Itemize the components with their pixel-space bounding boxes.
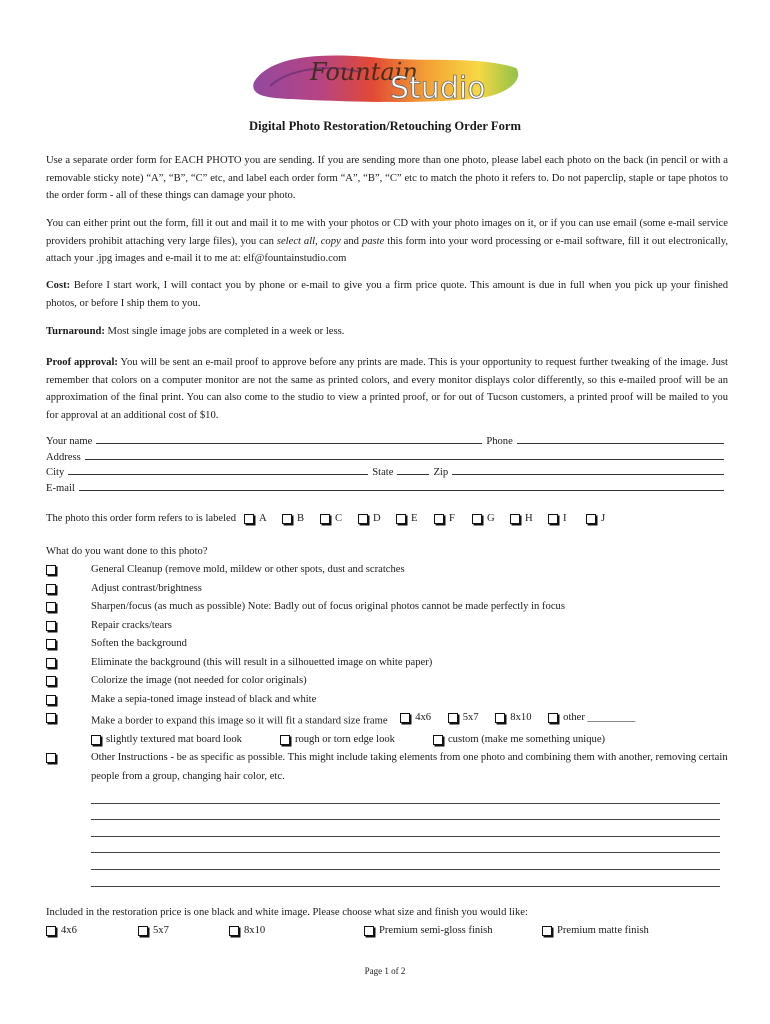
checkbox-icon[interactable] — [433, 735, 443, 745]
checkbox-icon[interactable] — [448, 713, 458, 723]
phone-field[interactable] — [517, 432, 724, 444]
proof-paragraph — [46, 354, 728, 424]
letter-option-f[interactable] — [434, 510, 472, 528]
service-label: General Cleanup (remove mold, mildew or other spots, dust and scratches — [91, 564, 405, 575]
checkbox-icon[interactable] — [542, 926, 552, 936]
letter-label: F — [449, 513, 455, 524]
state-field[interactable] — [397, 463, 429, 475]
checkbox-icon[interactable] — [138, 926, 148, 936]
name-field[interactable] — [96, 432, 482, 444]
checkbox-icon[interactable] — [548, 514, 558, 524]
address-field[interactable] — [85, 448, 724, 460]
name-label: Your name — [46, 436, 93, 447]
checkbox-icon[interactable] — [46, 565, 56, 575]
instruction-line[interactable] — [91, 804, 720, 821]
letter-option-d[interactable] — [358, 510, 396, 528]
instruction-line[interactable] — [91, 853, 720, 870]
service-option[interactable] — [46, 635, 728, 654]
letter-option-i[interactable] — [548, 510, 586, 528]
border-size-5x7[interactable] — [448, 709, 479, 728]
border-size-4x6[interactable] — [400, 709, 431, 728]
copy-text: copy — [320, 235, 341, 247]
cost-paragraph — [46, 277, 728, 312]
border-style-torn[interactable] — [280, 731, 395, 750]
print-text-2: this form into your word processing or e-mail software, fill it out electronically, attach your .jpg images and e-mail it to me at: elf@fountainstudio.com — [46, 235, 729, 265]
size-label: 4x6 — [415, 712, 432, 723]
letter-option-h[interactable] — [510, 510, 548, 528]
checkbox-icon[interactable] — [358, 514, 368, 524]
service-option[interactable] — [46, 598, 728, 617]
other-instructions-option[interactable] — [46, 749, 728, 786]
checkbox-icon[interactable] — [586, 514, 596, 524]
letter-label: B — [297, 513, 305, 524]
proof-text: You will be sent an e-mail proof to approve before any prints are made. This is your opportunity to request further tweaking of the image. Just remember that colors on a computer monitor are not the same as printed colors, and every monitor displays color differently, so this e-mailed proof will be an approximation of the final print. You can also come to the studio to view a printed proof, or for out of Tucson customers, a printed proof will be mailed to you for approval at an additional cost of $10. — [46, 357, 728, 421]
address-label: Address — [46, 451, 81, 463]
border-style-custom[interactable] — [433, 731, 605, 750]
size-label: 5x7 — [462, 712, 479, 723]
service-option[interactable] — [46, 580, 728, 599]
photo-label-row — [46, 510, 728, 528]
letter-label: J — [601, 513, 606, 524]
email-row — [46, 479, 728, 495]
checkbox-icon[interactable] — [510, 514, 520, 524]
letter-option-b[interactable] — [282, 510, 320, 528]
checkbox-icon[interactable] — [46, 753, 56, 763]
print-options-row — [46, 922, 728, 940]
checkbox-icon[interactable] — [396, 514, 406, 524]
checkbox-icon[interactable] — [364, 926, 374, 936]
border-option[interactable] — [46, 709, 728, 749]
other-instructions-lines[interactable] — [91, 787, 720, 887]
letter-label: H — [525, 513, 533, 524]
checkbox-icon[interactable] — [495, 713, 505, 723]
services-list — [46, 561, 728, 786]
city-row — [46, 463, 728, 479]
checkbox-icon[interactable] — [46, 695, 56, 705]
turnaround-text: Most single image jobs are completed in a week or less. — [104, 326, 345, 337]
print-size-5x7[interactable] — [138, 922, 169, 940]
print-size-8x10[interactable] — [229, 922, 265, 940]
zip-field[interactable] — [452, 463, 724, 475]
svg-text:Studio: Studio — [390, 71, 486, 106]
checkbox-icon[interactable] — [244, 514, 254, 524]
letter-option-e[interactable] — [396, 510, 434, 528]
address-row — [46, 448, 728, 464]
checkbox-icon[interactable] — [320, 514, 330, 524]
state-label: State — [372, 467, 394, 479]
checkbox-icon[interactable] — [46, 676, 56, 686]
proof-label: Proof approval: — [46, 357, 118, 368]
checkbox-icon[interactable] — [282, 514, 292, 524]
checkbox-icon[interactable] — [548, 713, 558, 723]
checkbox-icon[interactable] — [46, 639, 56, 649]
city-label: City — [46, 467, 65, 479]
turnaround-label: Turnaround: — [46, 326, 105, 337]
size-label: 8x10 — [244, 925, 266, 936]
select-all-text: select all — [276, 235, 316, 247]
finish-label: Premium matte finish — [557, 925, 649, 936]
name-phone-row — [46, 432, 728, 448]
service-option[interactable] — [46, 672, 728, 691]
cost-label: Cost: — [46, 280, 71, 291]
border-label: Make a border to expand this image so it will fit a standard size frame — [91, 715, 388, 727]
finish-label: Premium semi-gloss finish — [379, 925, 493, 936]
services-question: What do you want done to this photo? — [46, 546, 208, 557]
print-size-4x6[interactable] — [46, 922, 77, 940]
photo-letter-options — [244, 510, 624, 528]
service-label: Eliminate the background (this will result in a silhouetted image on white paper) — [91, 656, 433, 668]
photo-label-text: The photo this order form refers to is labeled — [46, 513, 237, 524]
border-style-mat[interactable] — [91, 731, 242, 750]
style-label: slightly textured mat board look — [106, 733, 242, 745]
letter-label: C — [335, 513, 343, 524]
zip-label: Zip — [433, 467, 449, 479]
phone-label: Phone — [486, 436, 513, 447]
letter-option-a[interactable] — [244, 510, 282, 528]
checkbox-icon[interactable] — [91, 735, 101, 745]
border-size-other[interactable] — [548, 709, 635, 728]
instruction-line[interactable] — [91, 870, 720, 887]
finish-matte[interactable] — [542, 922, 649, 940]
sep-2: and — [340, 235, 362, 247]
service-label: Make a sepia-toned image instead of black and white — [91, 693, 317, 705]
style-label: rough or torn edge look — [294, 733, 395, 745]
letter-option-j[interactable] — [586, 510, 624, 528]
letter-label: G — [487, 513, 495, 524]
checkbox-icon[interactable] — [229, 926, 239, 936]
other-instructions-label: Other Instructions - be as specific as possible. This might include taking elements from one photo and combining them with another, removing certain people from a group, changing hair color, etc. — [91, 752, 728, 782]
checkbox-icon[interactable] — [46, 658, 56, 668]
service-label: Repair cracks/tears — [91, 619, 172, 631]
letter-option-g[interactable] — [472, 510, 510, 528]
checkbox-icon[interactable] — [46, 926, 56, 936]
included-text: Included in the restoration price is one black and white image. Please choose what size and finish you would like: — [46, 907, 528, 918]
size-label: 5x7 — [153, 925, 169, 936]
finish-semi-gloss[interactable] — [364, 922, 493, 940]
email-label: E-mail — [46, 482, 75, 494]
city-field[interactable] — [68, 463, 368, 475]
size-label: other _________ — [563, 712, 636, 723]
service-option[interactable] — [46, 561, 728, 580]
service-option[interactable] — [46, 691, 728, 710]
print-instructions-paragraph — [46, 215, 728, 268]
letter-option-c[interactable] — [320, 510, 358, 528]
service-label: Colorize the image (not needed for color originals) — [91, 675, 307, 686]
checkbox-icon[interactable] — [46, 584, 56, 594]
checkbox-icon[interactable] — [280, 735, 290, 745]
letter-label: E — [411, 513, 418, 524]
cost-text: Before I start work, I will contact you by phone or e-mail to give you a firm price quote. This amount is due in full when you pick up your finished photos, or before I ship them to you. — [46, 280, 728, 309]
logo-script-text: Fountain — [310, 58, 418, 86]
border-size-8x10[interactable] — [495, 709, 531, 728]
letter-label: A — [259, 513, 267, 524]
instruction-line[interactable] — [91, 837, 720, 854]
contact-fields — [46, 432, 728, 494]
page-number: Page 1 of 2 — [364, 966, 406, 976]
service-label: Soften the background — [91, 638, 187, 649]
instruction-line[interactable] — [91, 820, 720, 837]
service-option[interactable] — [46, 654, 728, 673]
turnaround-paragraph — [46, 323, 728, 341]
sep-1: , — [315, 235, 321, 247]
letter-label: D — [373, 513, 381, 524]
checkbox-icon[interactable] — [400, 713, 410, 723]
studio-logo — [240, 42, 530, 110]
checkbox-icon[interactable] — [46, 621, 56, 631]
checkbox-icon[interactable] — [46, 713, 56, 723]
checkbox-icon[interactable] — [472, 514, 482, 524]
page-title: Digital Photo Restoration/Retouching Order Form — [249, 119, 521, 133]
service-option[interactable] — [46, 617, 728, 636]
email-field[interactable] — [79, 479, 724, 491]
instruction-line[interactable] — [91, 787, 720, 804]
style-label: custom (make me something unique) — [447, 733, 606, 745]
print-text-1: You can either print out the form, fill it out and mail it to me with your photos or CD with your photo images on it, or if you can use email (some e-mail service providers prohibit attaching very large files), you can — [46, 218, 728, 247]
service-label: Adjust contrast/brightness — [91, 582, 202, 594]
service-label: Sharpen/focus (as much as possible) Note: Badly out of focus original photos cannot be made perfectly in focus — [91, 601, 565, 612]
checkbox-icon[interactable] — [434, 514, 444, 524]
intro-paragraph: Use a separate order form for EACH PHOTO you are sending. If you are sending more than one photo, please label each photo on the back (in pencil or with a removable sticky note) “A”, “B”, “C” etc, and label each order form “A”, “B”, “C” etc to match the photo it refers to. Do not paperclip, staple or tape photos to the order form - all of these things can damage your photo. — [46, 155, 728, 202]
checkbox-icon[interactable] — [46, 602, 56, 612]
size-label: 4x6 — [61, 925, 77, 936]
size-label: 8x10 — [510, 712, 532, 723]
letter-label: I — [563, 513, 567, 524]
paste-text: paste — [361, 235, 385, 247]
border-style-row — [91, 731, 728, 750]
